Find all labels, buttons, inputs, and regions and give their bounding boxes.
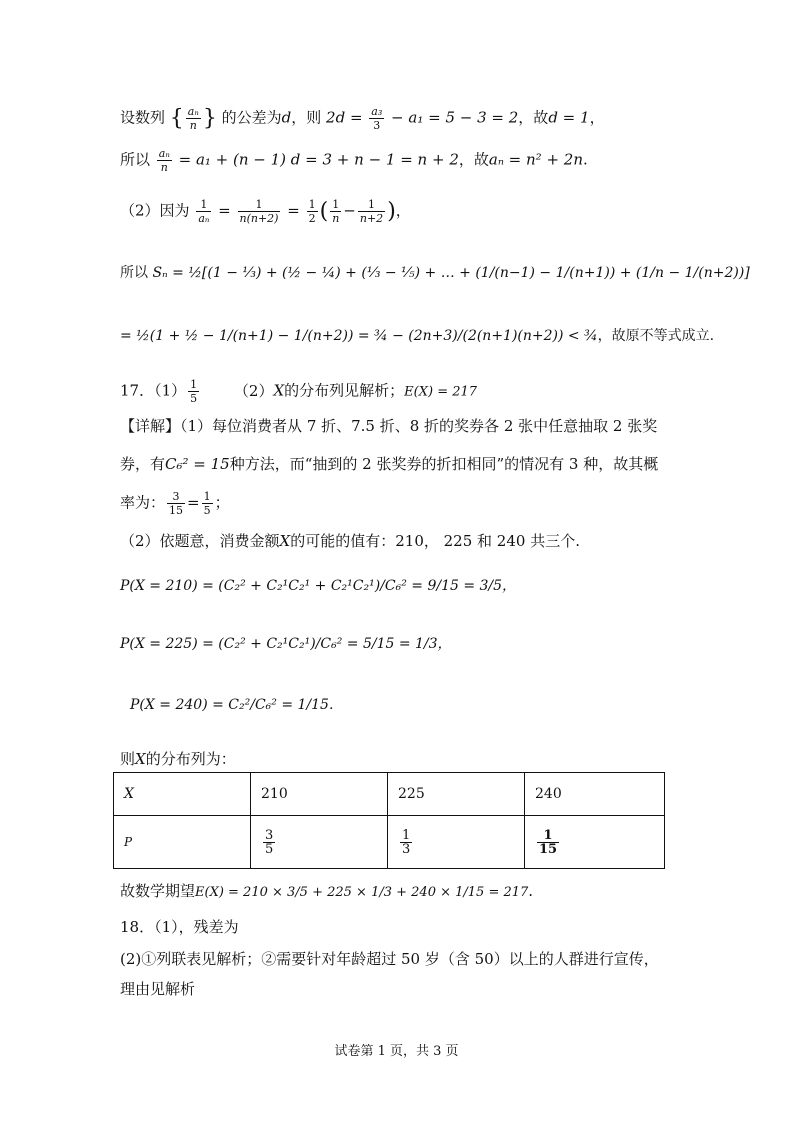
- distribution-table: [113, 772, 665, 869]
- math: 2d =: [326, 108, 363, 127]
- prob-225: P(X = 225) = (C₂² + C₂¹C₂¹)/C₆² = 5/15 = 1/3，: [120, 636, 452, 652]
- fraction: $\frac{\text{aₙ}}{n}$: [158, 147, 170, 174]
- text: 所以: [120, 150, 151, 169]
- text: 所以: [120, 265, 148, 281]
- math: d = 1: [548, 108, 590, 127]
- line-expectation: 故数学期望E(X) = 210 × 3/5 + 225 × 1/3 + 240 × 1/15 = 217.: [120, 882, 534, 900]
- line-1: 设数列 { $\frac{\text{aₙ}}{n}$ } 的公差为d，则 2d = $\frac{\text{a₃}}{3}$ − a₁ = 5 − 3 = 2，故d = 1，: [120, 105, 605, 132]
- line-17-answer: 17．（1） $\frac{1}{5}$ （2）X的分布列见解析；E(X) = 217: [120, 378, 478, 405]
- fraction: $\frac{\text{a₃}}{3}$: [371, 105, 383, 132]
- text: ，则: [291, 108, 322, 127]
- text: ，故原不等式成立.: [597, 328, 715, 344]
- math: aₙ = n² + 2n: [488, 150, 583, 169]
- text: （2）因为: [120, 201, 190, 220]
- text: 的公差为: [221, 108, 282, 127]
- line-18-3: 理由见解析: [120, 980, 196, 998]
- line-detail-3: 率为： $\frac{3}{15}$ = $\frac{1}{5}$ ；: [120, 490, 230, 517]
- line-detail-1: 【详解】（1）每位消费者从 7 折、7.5 折、8 折的奖券各 2 张中任意抽取 2 张奖: [120, 417, 658, 435]
- page-footer: 试卷第 1 页，共 3 页: [334, 1044, 459, 1059]
- line-18-2: (2)①列联表见解析；②需要针对年龄超过 50 岁（含 50）以上的人群进行宣传，: [120, 950, 659, 968]
- table-cell: $\frac{1}{3}$: [388, 816, 525, 869]
- math: = a₁ + (n − 1) d = 3 + n − 1 = n + 2: [178, 150, 459, 169]
- line-3: （2）因为 $\frac{1}{\text{aₙ}}$ = $\frac{1}{n(n+2)}$ = $\frac{1}{2}$ ( $\frac{1}{n}$ − $\frac{1}{n+2}$ )，: [120, 198, 411, 225]
- table-cell: X: [114, 773, 251, 816]
- table-cell: 225: [388, 773, 525, 816]
- line-detail-2: 券，有C₆² = 15种方法，而“抽到的 2 张奖券的折扣相同”的情况有 3 种，故其概: [120, 455, 659, 473]
- text: ，故: [458, 150, 489, 169]
- line-detail-4: （2）依题意，消费金额X的可能的值有：210， 225 和 240 共三个.: [120, 532, 580, 550]
- fraction: $\frac{\text{aₙ}}{n}$: [187, 105, 199, 132]
- math: d: [281, 108, 292, 127]
- table-cell: $\frac{1}{15}$: [525, 816, 665, 869]
- fraction: $\frac{1}{n(n+2)}$: [239, 198, 279, 225]
- line-dist-intro: 则X的分布列为：: [120, 750, 236, 768]
- text: ，: [589, 108, 605, 127]
- line-5: [120, 325, 714, 345]
- line-18: 18．（1），残差为: [120, 918, 239, 936]
- text: 设数列: [120, 108, 166, 127]
- table-cell: 210: [251, 773, 388, 816]
- fraction: $\frac{1}{2}$: [308, 198, 316, 225]
- text: .: [583, 150, 588, 169]
- prob-240: P(X = 240) = C₂²/C₆² = 1/15.: [130, 697, 334, 713]
- prob-210: P(X = 210) = (C₂² + C₂¹C₂¹ + C₂¹C₂¹)/C₆² = 9/15 = 3/5，: [120, 578, 517, 594]
- fraction: $\frac{1}{\text{aₙ}}$: [198, 198, 210, 225]
- line-4: [120, 262, 750, 282]
- math: − a₁ = 5 − 3 = 2: [391, 108, 519, 127]
- table-cell: 240: [525, 773, 665, 816]
- table-row: [114, 816, 665, 869]
- table-cell: P: [114, 816, 251, 869]
- table-cell: $\frac{3}{5}$: [251, 816, 388, 869]
- text: ，故: [518, 108, 549, 127]
- table-row: [114, 773, 665, 816]
- line-2: [120, 147, 588, 174]
- math: = ½(1 + ½ − 1/(n+1) − 1/(n+2)) = ¾ − (2n+3)/(2(n+1)(n+2)) < ¾: [120, 328, 598, 344]
- math: Sₙ = ½[(1 − ⅓) + (½ − ¼) + (⅓ − ⅕) + … + (1/(n−1) − 1/(n+1)) + (1/n − 1/(n+2))]: [152, 265, 750, 281]
